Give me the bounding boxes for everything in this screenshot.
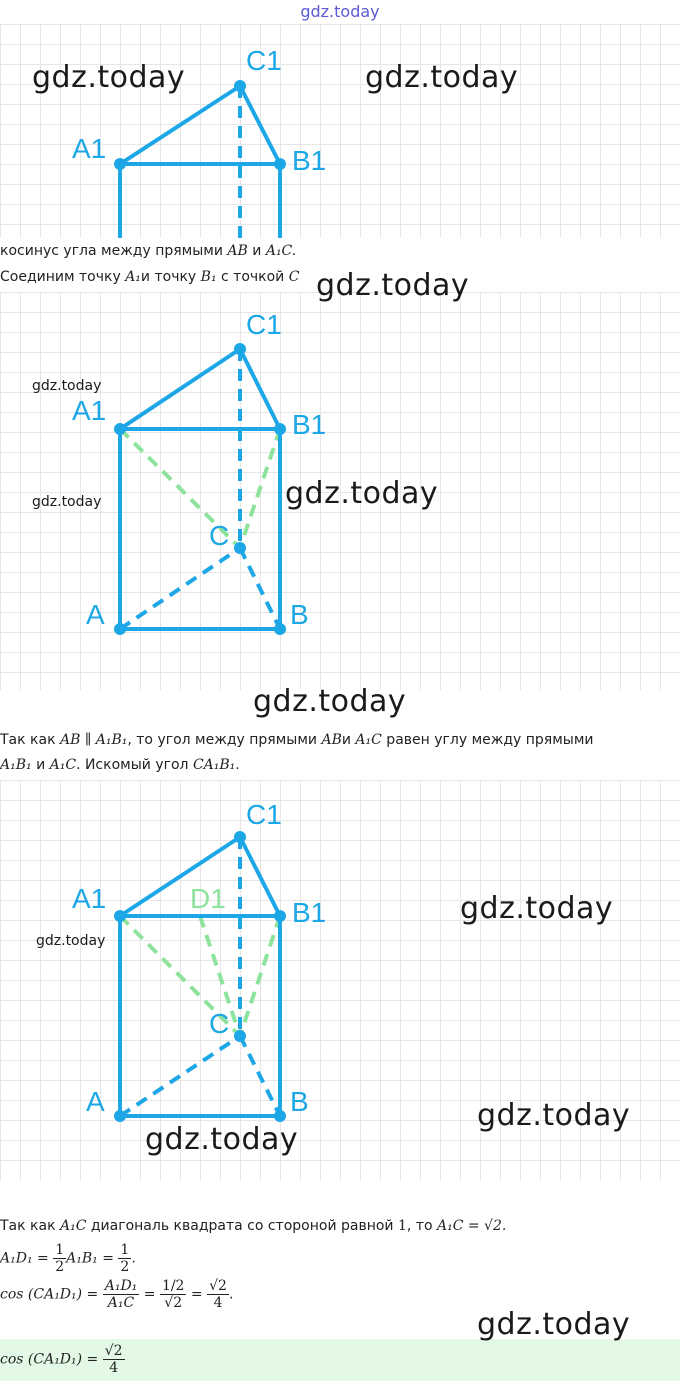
text-segment: и <box>341 732 356 748</box>
fraction-half <box>53 1242 66 1275</box>
label-a1: A1 <box>72 883 107 914</box>
math-a1c-eq: A₁C = √2 <box>436 1218 502 1234</box>
math-equals: = <box>139 1286 160 1303</box>
paragraph-3-line-1 <box>0 1217 506 1235</box>
fraction-numerator: 1/2 <box>161 1278 185 1294</box>
text-segment: . Искомый угол <box>76 757 193 773</box>
math-a1d1-lhs: A₁D₁ = <box>0 1250 54 1267</box>
math-c: C <box>288 269 300 285</box>
math-a1: A₁ <box>125 269 141 285</box>
label-b1: B1 <box>292 897 327 928</box>
text-segment: и <box>31 757 50 773</box>
paragraph-2-line-2 <box>0 756 240 774</box>
figure-3-grid <box>0 780 680 1180</box>
text-segment: косинус угла между прямыми <box>0 243 228 259</box>
watermark: gdz.today <box>36 933 106 949</box>
label-c1: C1 <box>246 45 282 76</box>
fraction-half-over-root2 <box>160 1278 187 1311</box>
answer-box <box>0 1339 680 1381</box>
site-logo[interactable]: gdz.today <box>300 2 380 21</box>
watermark: gdz.today <box>145 1122 299 1157</box>
label-b: B <box>290 599 309 630</box>
watermark: gdz.today <box>253 684 407 719</box>
label-b1: B1 <box>292 145 327 176</box>
text-segment: Так как <box>0 1218 60 1234</box>
label-c: C <box>209 520 230 551</box>
label-b1: B1 <box>292 409 327 440</box>
watermark: gdz.today <box>477 1098 631 1133</box>
text-segment: равен углу между прямыми <box>381 732 594 748</box>
math-a1c: A₁C <box>49 757 77 773</box>
figure-1-diagram <box>0 24 680 238</box>
text-segment: диагональ квадрата со стороной равной <box>86 1218 398 1234</box>
fraction-denominator: A₁C <box>107 1295 135 1311</box>
watermark: gdz.today <box>32 494 102 510</box>
math-b1: B₁ <box>200 269 217 285</box>
paragraph-1-line-1 <box>0 242 296 260</box>
math-equals: = <box>186 1286 208 1303</box>
math-one: 1 <box>397 1218 407 1234</box>
text-segment: и <box>247 243 266 259</box>
text-segment: с точкой <box>216 269 289 285</box>
fraction-numerator: 1 <box>120 1242 130 1258</box>
math-ab: AB <box>227 243 248 259</box>
paragraph-3-line-2 <box>0 1242 136 1275</box>
fraction-root2-over-4 <box>103 1343 125 1376</box>
paragraph-2-line-1 <box>0 731 594 749</box>
fraction-denominator: 4 <box>109 1360 119 1376</box>
text-segment: . <box>501 1218 507 1234</box>
label-c1: C1 <box>246 309 282 340</box>
math-cos-lhs: cos (CA₁D₁) = <box>0 1351 103 1368</box>
fraction-a1d1-a1c <box>103 1278 140 1311</box>
fraction-denominator: 4 <box>213 1295 223 1311</box>
text-segment: , то <box>406 1218 437 1234</box>
fraction-denominator: 2 <box>55 1259 65 1275</box>
fraction-numerator: A₁D₁ <box>104 1278 138 1294</box>
label-b: B <box>290 1086 309 1117</box>
label-c: C <box>209 1008 230 1039</box>
answer-formula <box>0 1343 125 1376</box>
text-segment: , то угол между прямыми <box>127 732 322 748</box>
math-a1c: A₁C <box>355 732 382 748</box>
math-cos-lhs: cos (CA₁D₁) = <box>0 1286 103 1303</box>
fraction-numerator: √2 <box>104 1343 123 1359</box>
watermark: gdz.today <box>32 60 186 95</box>
label-a: A <box>86 599 105 630</box>
text-segment: . <box>228 1286 234 1303</box>
watermark: gdz.today <box>32 378 102 394</box>
watermark: gdz.today <box>460 891 614 926</box>
figure-1-grid <box>0 24 680 238</box>
paragraph-3-line-3 <box>0 1278 233 1311</box>
paragraph-1-line-2 <box>0 268 299 286</box>
text-segment: Соединим точку <box>0 269 126 285</box>
label-a1: A1 <box>72 395 107 426</box>
label-d1: D1 <box>190 883 226 914</box>
label-a: A <box>86 1086 105 1117</box>
fraction-root2-over-4 <box>207 1278 229 1311</box>
math-a1b1: A₁B₁ <box>0 757 32 773</box>
text-segment: Так как <box>0 732 60 748</box>
fraction-numerator: 1 <box>55 1242 65 1258</box>
label-c1: C1 <box>246 799 282 830</box>
math-a1c: A₁C. <box>265 243 297 259</box>
text-segment: . <box>131 1250 136 1267</box>
watermark: gdz.today <box>365 60 519 95</box>
label-a1: A1 <box>72 133 107 164</box>
fraction-denominator: √2 <box>164 1295 183 1311</box>
math-a1b1-eq: A₁B₁ = <box>66 1250 119 1267</box>
text-segment: . <box>235 757 240 773</box>
watermark: gdz.today <box>316 268 470 303</box>
math-ab-parallel: AB ∥ A₁B₁ <box>59 732 128 748</box>
text-segment: и точку <box>140 269 201 285</box>
math-ab: AB <box>321 732 342 748</box>
math-a1c: A₁C <box>59 1218 87 1234</box>
figure-2-grid <box>0 292 680 719</box>
fraction-denominator: 2 <box>120 1259 130 1275</box>
math-angle: CA₁B₁ <box>192 757 236 773</box>
fraction-numerator: √2 <box>209 1278 227 1294</box>
watermark: gdz.today <box>477 1307 631 1342</box>
watermark: gdz.today <box>285 476 439 511</box>
fraction-half <box>118 1242 131 1275</box>
